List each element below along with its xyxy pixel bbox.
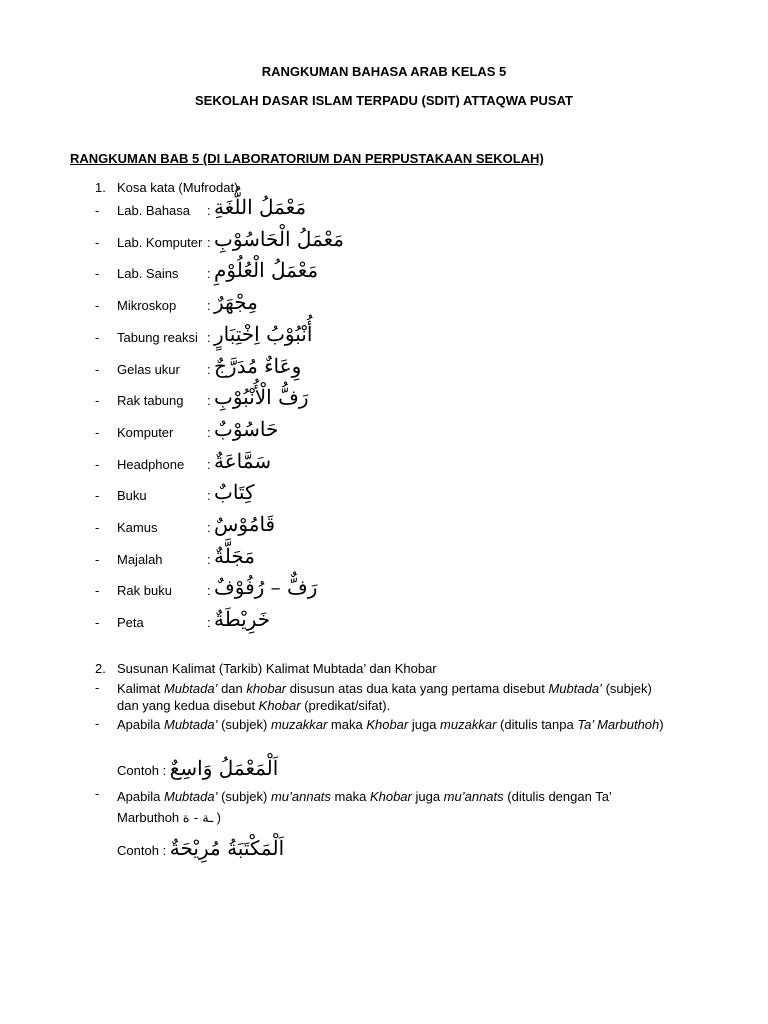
- bullet-dash: -: [95, 680, 100, 695]
- vocab-arabic: مَعْمَلُ اللُّغَةِ: [214, 195, 307, 219]
- bullet-dash: -: [95, 786, 100, 801]
- example-arabic: اَلْمَكْتَبَةُ مُرِيْحَةٌ: [169, 836, 285, 860]
- vocab-row: [0, 258, 768, 296]
- vocab-colon: :: [207, 583, 211, 598]
- school-name: SEKOLAH DASAR ISLAM TERPADU (SDIT) ATTAQWA PUSAT: [195, 93, 573, 108]
- vocab-arabic: أُنْبُوْبُ اِخْتِبَارٍ: [214, 322, 313, 346]
- paragraph-mubtada-khobar: Kalimat Mubtada’ dan khobar disusun atas dua kata yang pertama disebut Mubtada’ (subjek) dan yang kedua disebut Khobar (predikat/sifat).: [117, 681, 652, 713]
- vocab-label: Mikroskop: [117, 298, 177, 313]
- bullet-dash: -: [95, 552, 100, 567]
- vocab-row: [0, 417, 768, 455]
- section1-number: 1.: [95, 180, 106, 195]
- vocab-arabic: قَامُوْسٌ: [214, 512, 276, 536]
- vocab-colon: :: [207, 298, 211, 313]
- bullet-dash: -: [95, 330, 100, 345]
- vocab-arabic: حَاسُوْبٌ: [214, 417, 279, 441]
- section1-title: Kosa kata (Mufrodat): [117, 180, 239, 195]
- vocab-arabic: مَجَلَّةٌ: [214, 544, 255, 568]
- vocab-row: [0, 575, 768, 613]
- vocab-colon: :: [207, 425, 211, 440]
- vocab-label: Rak tabung: [117, 393, 184, 408]
- vocab-arabic: وِعَاءٌ مُدَرَّجٌ: [214, 354, 302, 378]
- example-muannats: [117, 836, 284, 860]
- vocab-label: Lab. Komputer: [117, 235, 203, 250]
- vocab-row: [0, 227, 768, 265]
- document-title: RANGKUMAN BAHASA ARAB KELAS 5: [261, 64, 507, 79]
- vocab-row: [0, 385, 768, 423]
- vocab-label: Buku: [117, 488, 147, 503]
- bullet-dash: -: [95, 457, 100, 472]
- vocab-row: [0, 354, 768, 392]
- vocab-arabic: رَفٌّ – رُفُوْفٌ: [214, 575, 318, 599]
- vocab-colon: :: [207, 457, 211, 472]
- vocab-label: Headphone: [117, 457, 185, 472]
- vocab-colon: :: [207, 203, 211, 218]
- section2-title: Susunan Kalimat (Tarkib) Kalimat Mubtada’ dan Khobar: [117, 661, 437, 676]
- bullet-dash: -: [95, 425, 100, 440]
- bullet-dash: -: [95, 393, 100, 408]
- example-label: Contoh :: [117, 843, 170, 858]
- bullet-dash: -: [95, 235, 100, 250]
- vocab-arabic: كِتَابٌ: [214, 480, 255, 504]
- vocab-colon: :: [207, 488, 211, 503]
- vocab-colon: :: [207, 362, 211, 377]
- vocab-colon: :: [207, 235, 211, 250]
- vocab-label: Tabung reaksi: [117, 330, 198, 345]
- vocab-colon: :: [207, 393, 211, 408]
- vocab-label: Komputer: [117, 425, 174, 440]
- vocab-arabic: خَرِيْطَةٌ: [214, 607, 271, 631]
- paragraph-muannats: Apabila Mubtada’ (subjek) mu’annats maka Khobar juga mu’annats (ditulis dengan Ta’ Marbuthoh ـة - ة ): [117, 789, 612, 826]
- vocab-row: [0, 544, 768, 582]
- bullet-dash: -: [95, 362, 100, 377]
- vocab-arabic: رَفُّ الْأُنْبُوْبِ: [214, 385, 309, 409]
- vocab-colon: :: [207, 266, 211, 281]
- vocab-colon: :: [207, 330, 211, 345]
- section2-number: 2.: [95, 661, 106, 676]
- vocab-label: Kamus: [117, 520, 158, 535]
- vocab-label: Majalah: [117, 552, 163, 567]
- vocab-row: [0, 607, 768, 645]
- example-label: Contoh :: [117, 763, 170, 778]
- vocab-colon: :: [207, 520, 211, 535]
- bullet-dash: -: [95, 488, 100, 503]
- example-muzakkar: [117, 756, 278, 780]
- vocab-row: [0, 512, 768, 550]
- vocab-label: Gelas ukur: [117, 362, 180, 377]
- bullet-dash: -: [95, 583, 100, 598]
- example-arabic: اَلْمَعْمَلُ وَاسِعٌ: [169, 756, 279, 780]
- vocab-row: [0, 480, 768, 518]
- vocab-row: [0, 195, 768, 233]
- paragraph-muzakkar: Apabila Mubtada’ (subjek) muzakkar maka Khobar juga muzakkar (ditulis tanpa Ta’ Marbuthoh): [117, 717, 664, 732]
- vocab-label: Lab. Sains: [117, 266, 179, 281]
- vocab-colon: :: [207, 615, 211, 630]
- bullet-dash: -: [95, 203, 100, 218]
- bullet-dash: -: [95, 615, 100, 630]
- bullet-dash: -: [95, 266, 100, 281]
- bullet-dash: -: [95, 716, 100, 731]
- vocab-label: Lab. Bahasa: [117, 203, 191, 218]
- bullet-dash: -: [95, 298, 100, 313]
- vocab-label: Rak buku: [117, 583, 172, 598]
- bullet-dash: -: [95, 520, 100, 535]
- vocab-arabic: مَعْمَلُ الْعُلُوْمِ: [214, 258, 319, 282]
- vocab-arabic: مِجْهَرٌ: [214, 290, 258, 314]
- vocab-colon: :: [207, 552, 211, 567]
- vocab-row: [0, 290, 768, 328]
- vocab-arabic: مَعْمَلُ الْحَاسُوْبِ: [214, 227, 344, 251]
- vocab-row: [0, 322, 768, 360]
- vocab-arabic: سَمَّاعَةٌ: [214, 449, 272, 473]
- vocab-label: Peta: [117, 615, 144, 630]
- chapter-title: RANGKUMAN BAB 5 (DI LABORATORIUM DAN PERPUSTAKAAN SEKOLAH): [70, 151, 544, 166]
- vocab-row: [0, 449, 768, 487]
